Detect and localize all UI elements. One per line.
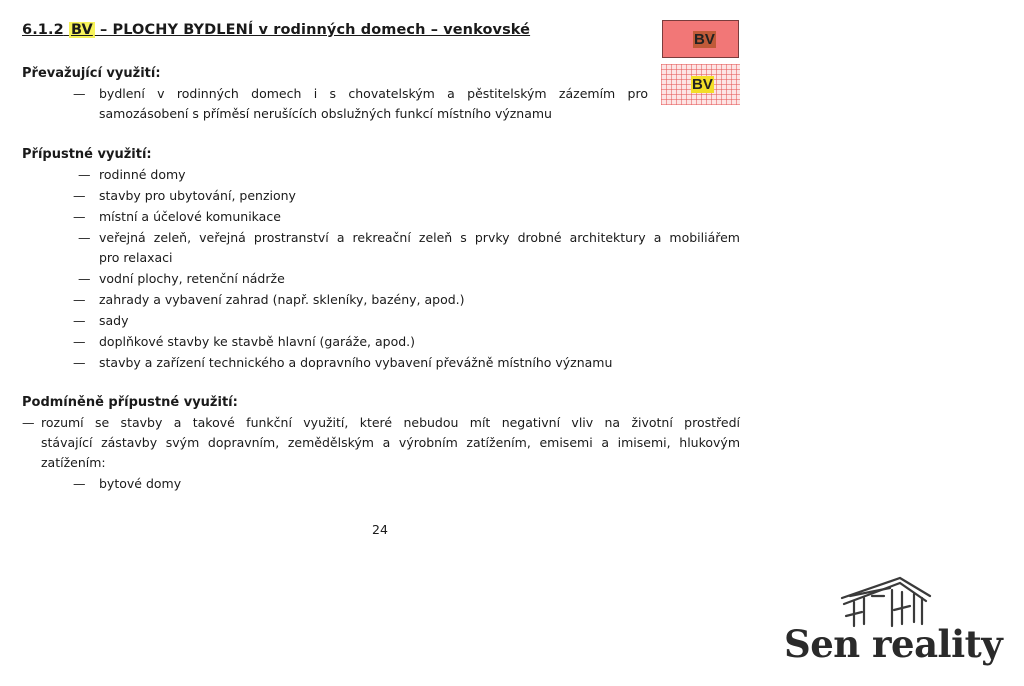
list-item-text: sady xyxy=(99,313,129,328)
permitted-use-title: Přípustné využití: xyxy=(22,147,152,162)
list-item xyxy=(78,230,740,270)
legend-solid-swatch xyxy=(662,20,739,58)
list-item-text-line1: bydlení v rodinných domech i s chovatelským a pěstitelským zázemím pro xyxy=(99,86,648,101)
list-item-text-line1: veřejná zeleň, veřejná prostranství a rekreační zeleň s prvky drobné architektury a mobiliářem xyxy=(99,230,740,245)
list-dash: — xyxy=(73,209,86,224)
list-dash: — xyxy=(73,86,86,101)
list-item-text: zahrady a vybavení zahrad (např. skleníky, bazény, apod.) xyxy=(99,292,465,307)
section-title: – PLOCHY BYDLENÍ v rodinných domech – venkovské xyxy=(100,22,531,38)
conditional-intro-line3: zatížením: xyxy=(41,455,106,470)
zone-code: BV xyxy=(70,22,93,38)
list-dash: — xyxy=(73,355,86,370)
section-heading xyxy=(22,22,530,38)
list-item-text: rodinné domy xyxy=(99,167,186,182)
list-dash: — xyxy=(73,292,86,307)
legend-hatched-label: BV xyxy=(692,76,713,93)
list-item-text: bytové domy xyxy=(99,476,182,491)
section-number: 6.1.2 xyxy=(22,22,64,38)
list-item-text: místní a účelové komunikace xyxy=(99,209,281,224)
list-dash: — xyxy=(78,230,91,245)
list-dash: — xyxy=(73,313,86,328)
sen-reality-logo xyxy=(782,574,1014,678)
legend-hatched-swatch xyxy=(661,64,740,105)
list-dash: — xyxy=(78,271,91,286)
list-item-text-line2: samozásobení s příměsí nerušících obslužných funkcí místního významu xyxy=(99,106,552,121)
logo-text: Sen reality xyxy=(784,622,1003,666)
conditional-use-title: Podmíněně přípustné využití: xyxy=(22,395,238,410)
list-dash: — xyxy=(73,334,86,349)
list-item-text-line2: pro relaxaci xyxy=(99,250,173,265)
list-dash: — xyxy=(73,188,86,203)
list-dash: — xyxy=(22,415,35,430)
page-number: 24 xyxy=(372,522,388,537)
predominant-use-title: Převažující využití: xyxy=(22,66,161,81)
list-dash: — xyxy=(78,167,91,182)
list-item-text: vodní plochy, retenční nádrže xyxy=(99,271,285,286)
list-item xyxy=(73,86,649,126)
list-item-text: stavby pro ubytování, penziony xyxy=(99,188,296,203)
list-dash: — xyxy=(73,476,86,491)
conditional-intro-line1: rozumí se stavby a takové funkční využití, které nebudou mít negativní vliv na životní prostředí xyxy=(41,415,740,430)
list-item-text: doplňkové stavby ke stavbě hlavní (garáže, apod.) xyxy=(99,334,416,349)
conditional-intro-line2: stávající zástavby svým dopravním, zemědělským a výrobním zatížením, emisemi a imisemi, hlukovým xyxy=(41,435,740,450)
list-item-text: stavby a zařízení technického a dopravního vybavení převážně místního významu xyxy=(99,355,613,370)
legend-solid-label: BV xyxy=(694,31,715,48)
conditional-intro xyxy=(22,415,740,475)
